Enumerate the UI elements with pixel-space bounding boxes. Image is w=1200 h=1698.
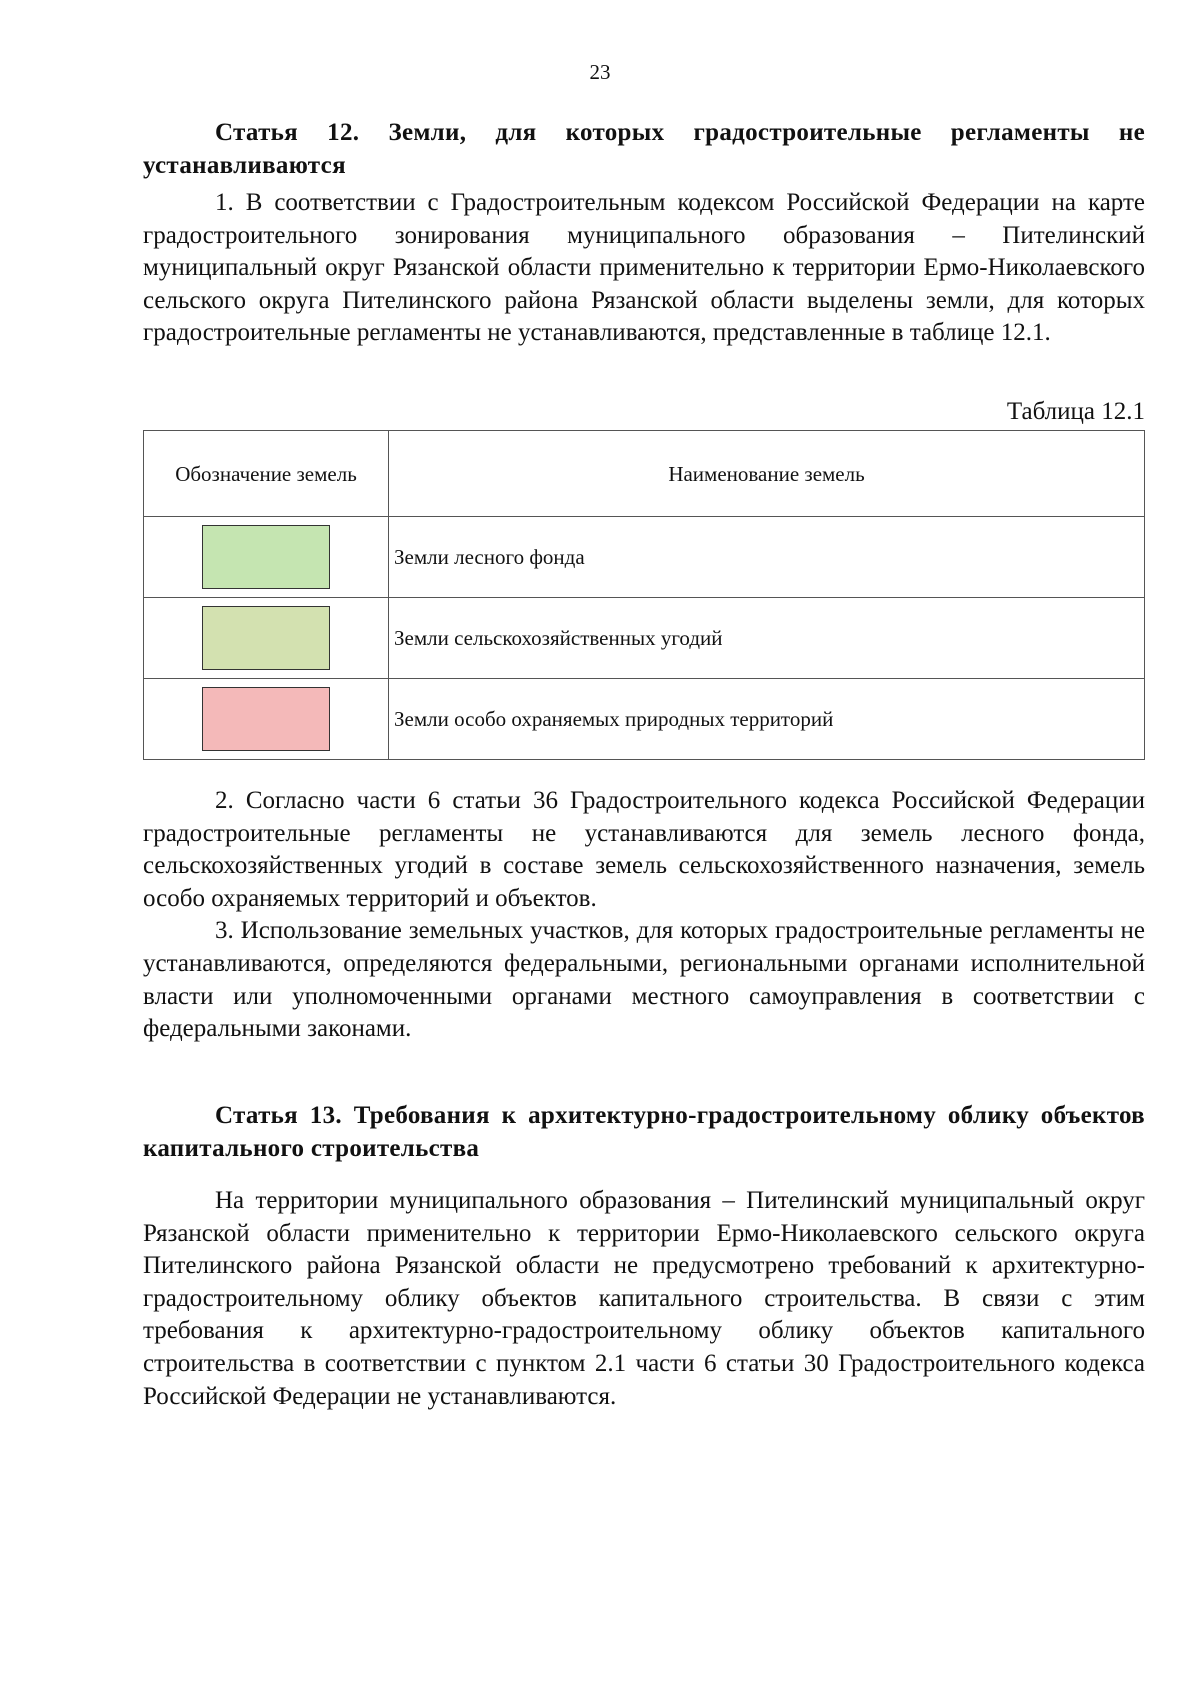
- article-13-heading: Статья 13. Требования к архитектурно-градостроительному облику объектов капитального строительства: [143, 1102, 1145, 1162]
- legend-cell: [144, 598, 389, 679]
- article-12-paragraph-2: 2. Согласно части 6 статьи 36 Градостроительного кодекса Российской Федерации градостроительные регламенты не устанавливаются для земель лесного фонда, сельскохозяйственных угодий в составе земель сельскохозяйственного назначения, земель особо охраняемых территорий и объектов.: [143, 787, 1145, 912]
- header-name: Наименование земель: [389, 431, 1145, 517]
- article-12-paragraph-1-block: [143, 187, 1145, 350]
- article-12-heading: Статья 12. Земли, для которых градостроительные регламенты не устанавливаются: [143, 119, 1145, 179]
- land-name: Земли особо охраняемых природных территорий: [389, 679, 1145, 760]
- article-13-paragraph-block: [143, 1185, 1145, 1413]
- table-header-row: [144, 431, 1145, 517]
- header-designation: Обозначение земель: [144, 431, 389, 517]
- forest-lands-swatch: [202, 525, 330, 589]
- article-12-paragraph-3: 3. Использование земельных участков, для которых градостроительные регламенты не устанавливаются, определяются федеральными, региональными органами исполнительной власти или уполномоченными органами местного самоуправления в соответствии с федеральными законами.: [143, 917, 1145, 1043]
- land-name: Земли сельскохозяйственных угодий: [389, 598, 1145, 679]
- table-caption: Таблица 12.1: [1006, 398, 1145, 425]
- article-12-paragraphs-2-3-block: [143, 785, 1145, 1046]
- agricultural-lands-swatch: [202, 606, 330, 670]
- table-row: [144, 517, 1145, 598]
- page-number: 23: [589, 60, 611, 84]
- legend-cell: [144, 517, 389, 598]
- protected-areas-swatch: [202, 687, 330, 751]
- article-12-heading-block: [143, 117, 1145, 182]
- article-13-heading-block: [143, 1100, 1145, 1165]
- legend-cell: [144, 679, 389, 760]
- land-name: Земли лесного фонда: [389, 517, 1145, 598]
- article-12-paragraph-1: 1. В соответствии с Градостроительным кодексом Российской Федерации на карте градостроительного зонирования муниципального образования – Пителинский муниципальный округ Рязанской области применительно к территории Ермо-Николаевского сельского округа Пителинского района Рязанской области выделены земли, для которых градостроительные регламенты не устанавливаются, представленные в таблице 12.1.: [143, 189, 1145, 347]
- table-row: [144, 598, 1145, 679]
- lands-legend-table: [143, 430, 1145, 760]
- article-13-paragraph-1: На территории муниципального образования – Пителинский муниципальный округ Рязанской области применительно к территории Ермо-Николаевского сельского округа Пителинского района Рязанской области не предусмотрено требований к архитектурно-градостроительному облику объектов капитального строительства. В связи с этим требования к архитектурно-градостроительному облику объектов капитального строительства в соответствии с пунктом 2.1 части 6 статьи 30 Градостроительного кодекса Российской Федерации не устанавливаются.: [143, 1187, 1145, 1410]
- table-row: [144, 679, 1145, 760]
